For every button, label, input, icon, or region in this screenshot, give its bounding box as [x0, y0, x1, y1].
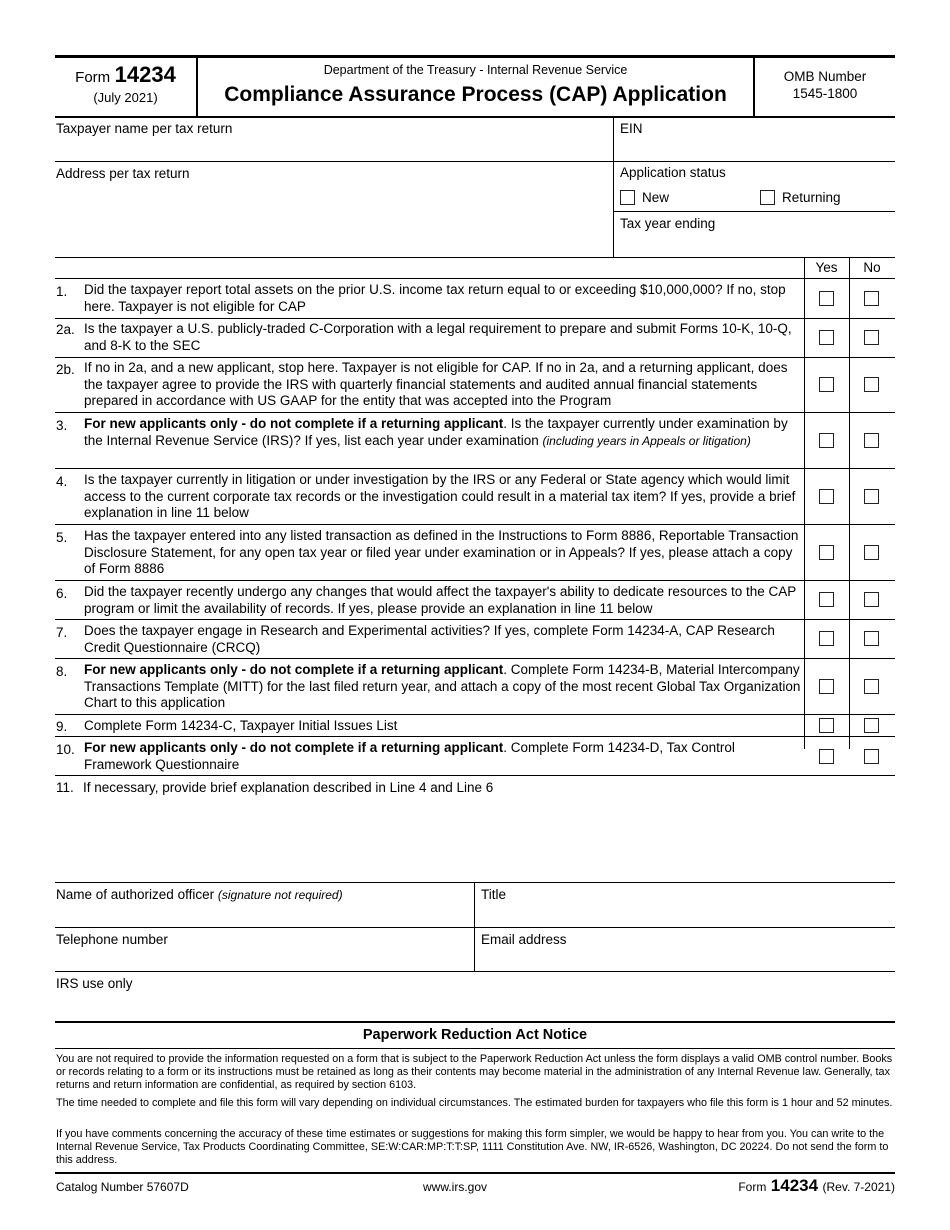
line-11-explanation-area[interactable] — [84, 800, 894, 876]
application-status-label: Application status — [620, 165, 726, 180]
question-3-body: . Is the taxpayer currently under examination by the Internal Revenue Service (IRS)? If yes, list each year under examination — [84, 416, 788, 448]
question-8-yes-checkbox[interactable] — [819, 679, 834, 694]
taxpayer-name-label: Taxpayer name per tax return — [56, 121, 233, 136]
no-column-divider — [849, 257, 850, 749]
question-2a-yes-checkbox[interactable] — [819, 330, 834, 345]
row-rule — [55, 524, 895, 525]
email-label: Email address — [481, 932, 567, 947]
question-2a-no-checkbox[interactable] — [864, 330, 879, 345]
question-10-body: . Complete Form 14234-D, Tax Control Framework Questionnaire — [84, 740, 735, 772]
question-6-text: Did the taxpayer recently undergo any changes that would affect the taxpayer's ability to dedicate resources to the CAP program or limit the availability of records. If yes, please provide an explanation in line 11 below — [84, 584, 796, 616]
question-8-text — [84, 662, 802, 712]
form-date: (July 2021) — [93, 90, 158, 105]
question-7-yes-checkbox[interactable] — [819, 631, 834, 646]
agency-name: Department of the Treasury - Internal Revenue Service — [323, 63, 628, 77]
question-2b-text: If no in 2a, and a new applicant, stop here. Taxpayer is not eligible for CAP. If no in 2a, and a returning applicant, does the taxpayer agree to provide the IRS with quarterly financial statements and audited annual financial statements prepared in accordance with US GAAP for the entity that was accepted into the Program — [84, 360, 788, 408]
question-8-body: . Complete Form 14234-B, Material Intercompany Transactions Template (MITT) for the last filed return year, and attach a copy of the most recent Global Tax Organization Chart to this application — [84, 662, 801, 710]
question-5-text: Has the taxpayer entered into any listed transaction as defined in the Instructions to Form 8886, Reportable Transaction Disclosure Statement, for any open tax year or filed year under examination or in Appeals? If yes, please attach a copy of Form 8886 — [84, 528, 799, 576]
paperwork-heading-rule — [55, 1048, 895, 1049]
question-6-number: 6. — [56, 586, 68, 601]
row-rule — [55, 357, 895, 358]
question-5-yes-checkbox[interactable] — [819, 545, 834, 560]
yes-column-header: Yes — [815, 260, 838, 275]
status-new-label: New — [642, 190, 670, 205]
footer-form-number: 14234 — [770, 1176, 819, 1195]
question-4-no-checkbox[interactable] — [864, 489, 879, 504]
question-10-text — [84, 740, 802, 773]
form-label: Form — [75, 69, 111, 86]
officer-top-rule — [55, 882, 895, 883]
paperwork-paragraph-3: If you have comments concerning the accuracy of these time estimates or suggestions for making this form simpler, we would be happy to hear from you. You can write to the Internal Revenue Service, Tax Products Coordinating Committee, SE:W:CAR:MP:T:T:SP, 1111 Constitution Ave. NW, IR-6526, Washington, DC 20224. Do not send the form to this address. — [56, 1128, 889, 1166]
question-10-no-checkbox[interactable] — [864, 749, 879, 764]
question-7-number: 7. — [56, 625, 68, 640]
question-3-yes-checkbox[interactable] — [819, 433, 834, 448]
omb-number: 1545-1800 — [792, 86, 858, 101]
taxpayer-row-rule — [55, 161, 895, 162]
status-row-rule — [613, 211, 895, 212]
row-rule — [55, 580, 895, 581]
row-rule — [55, 775, 895, 776]
header-bottom-rule — [55, 116, 895, 118]
website-link[interactable]: www.irs.gov — [422, 1180, 487, 1194]
question-5-number: 5. — [56, 530, 68, 545]
row-rule — [55, 468, 895, 469]
question-2b-number: 2b. — [56, 362, 75, 377]
omb-label: OMB Number — [783, 69, 867, 84]
question-3-bold: For new applicants only - do not complete if a returning applicant — [84, 416, 504, 431]
question-8-no-checkbox[interactable] — [864, 679, 879, 694]
form-number: 14234 — [114, 62, 176, 87]
question-2b-no-checkbox[interactable] — [864, 377, 879, 392]
question-9-number: 9. — [56, 719, 68, 734]
taxpayer-column-divider — [613, 118, 614, 257]
paperwork-top-rule — [55, 1021, 895, 1023]
catalog-number: Catalog Number 57607D — [56, 1180, 189, 1194]
irs-use-only-label: IRS use only — [56, 976, 133, 991]
row-rule — [55, 658, 895, 659]
address-label: Address per tax return — [56, 166, 190, 181]
question-7-text: Does the taxpayer engage in Research and Experimental activities? If yes, complete Form 14234-A, CAP Research Credit Questionnaire (CRCQ) — [84, 623, 775, 655]
questions-header-rule — [55, 278, 895, 279]
question-6-yes-checkbox[interactable] — [819, 592, 834, 607]
paperwork-heading: Paperwork Reduction Act Notice — [362, 1027, 588, 1043]
question-2a-text: Is the taxpayer a U.S. publicly-traded C-Corporation with a legal requirement to prepare and submit Forms 10-K, 10-Q, and 8-K to the SEC — [84, 321, 792, 353]
question-1-number: 1. — [56, 284, 68, 299]
signature-note: (signature not required) — [217, 888, 343, 902]
line-11-number: 11. — [56, 780, 74, 795]
telephone-label: Telephone number — [56, 932, 168, 947]
question-8-number: 8. — [56, 664, 68, 679]
line-11-text: If necessary, provide brief explanation described in Line 4 and Line 6 — [83, 780, 494, 795]
officer-column-divider — [474, 882, 475, 971]
page-title: Compliance Assurance Process (CAP) Application — [224, 83, 727, 106]
header-top-rule — [55, 55, 895, 58]
question-3-number: 3. — [56, 418, 68, 433]
status-returning-checkbox[interactable] — [760, 190, 775, 205]
question-4-number: 4. — [56, 474, 68, 489]
status-returning-label: Returning — [782, 190, 841, 205]
question-2a-number: 2a. — [56, 322, 75, 337]
title-label: Title — [481, 887, 507, 902]
row-rule — [55, 736, 895, 737]
question-5-no-checkbox[interactable] — [864, 545, 879, 560]
form-id-block — [55, 62, 196, 88]
tax-year-ending-label: Tax year ending — [620, 216, 716, 231]
question-3-italic: (including years in Appeals or litigation) — [542, 433, 751, 448]
status-new-checkbox[interactable] — [620, 190, 635, 205]
taxpayer-bottom-rule — [55, 257, 895, 258]
yes-column-divider — [804, 257, 805, 749]
question-6-no-checkbox[interactable] — [864, 592, 879, 607]
question-10-number: 10. — [56, 742, 75, 757]
footer-revision: (Rev. 7-2021) — [822, 1180, 895, 1194]
question-10-yes-checkbox[interactable] — [819, 749, 834, 764]
question-3-no-checkbox[interactable] — [864, 433, 879, 448]
question-3-text — [84, 416, 802, 449]
officer-middle-rule — [55, 927, 895, 928]
row-rule — [55, 412, 895, 413]
authorized-officer-name-label: Name of authorized officer — [56, 887, 215, 902]
question-1-text: Did the taxpayer report total assets on the prior U.S. income tax return equal to or exceeding $10,000,000? If no, stop here. Taxpayer is not eligible for CAP — [84, 282, 786, 314]
question-9-no-checkbox[interactable] — [864, 718, 879, 733]
paperwork-paragraph-1: You are not required to provide the information requested on a form that is subject to the Paperwork Reduction Act unless the form displays a valid OMB control number. Books or records relating to a form or its instructions must be retained as long as their contents may become material in the administration of any Internal Revenue law. Generally, tax returns and return information are confidential, as required by section 6103. — [56, 1053, 893, 1091]
question-4-yes-checkbox[interactable] — [819, 489, 834, 504]
row-rule — [55, 318, 895, 319]
footer-rule — [55, 1172, 895, 1174]
question-1-no-checkbox[interactable] — [864, 291, 879, 306]
question-9-text: Complete Form 14234-C, Taxpayer Initial Issues List — [84, 718, 398, 733]
question-1-yes-checkbox[interactable] — [819, 291, 834, 306]
paperwork-paragraph-2: The time needed to complete and file this form will vary depending on individual circumstances. The estimated burden for taxpayers who file this form is 1 hour and 52 minutes. — [56, 1097, 893, 1109]
question-7-no-checkbox[interactable] — [864, 631, 879, 646]
footer-form-label: Form — [738, 1180, 767, 1194]
row-rule — [55, 714, 895, 715]
question-2b-yes-checkbox[interactable] — [819, 377, 834, 392]
question-8-bold: For new applicants only - do not complete if a returning applicant — [84, 662, 504, 677]
authorized-officer-label — [56, 887, 343, 903]
officer-bottom-rule — [55, 971, 895, 972]
question-4-text: Is the taxpayer currently in litigation or under investigation by the IRS or any Federal or State agency which would limit access to the current corporate tax records or the investigation could result in a material tax item? If yes, provide a brief explanation in line 11 below — [84, 472, 796, 520]
no-column-header: No — [863, 260, 881, 275]
question-9-yes-checkbox[interactable] — [819, 718, 834, 733]
row-rule — [55, 619, 895, 620]
ein-label: EIN — [620, 121, 643, 136]
question-10-bold: For new applicants only - do not complete if a returning applicant — [84, 740, 504, 755]
footer-form-id — [738, 1176, 895, 1196]
